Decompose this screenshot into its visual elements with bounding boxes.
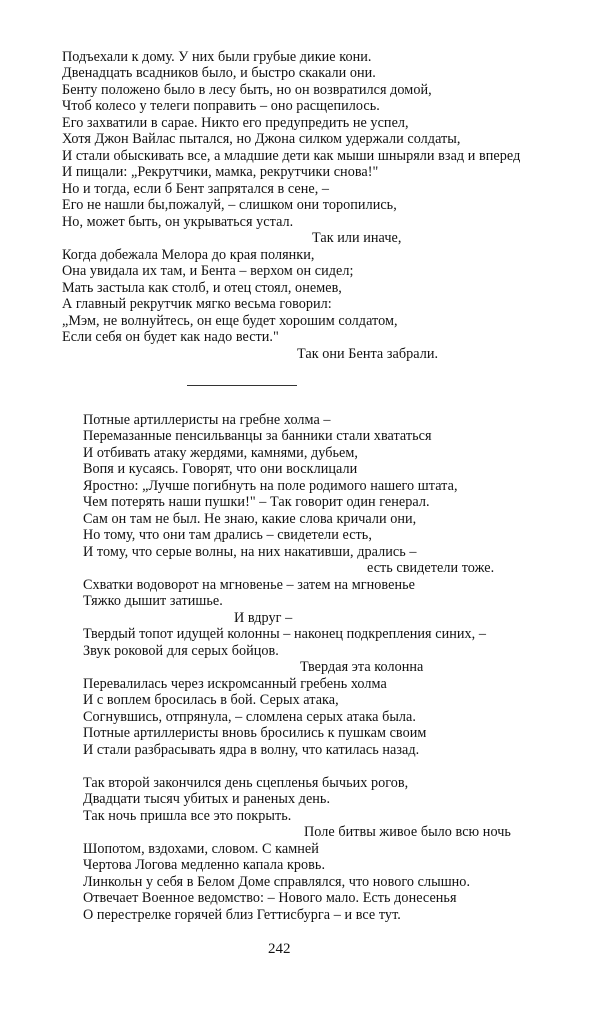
verse-line: Так второй закончился день сцепленья бычьих рогов, xyxy=(83,775,409,791)
verse-line: И отбивать атаку жердями, камнями, дубьем, xyxy=(83,445,358,461)
verse-line: А главный рекрутчик мягко весьма говорил: xyxy=(62,296,332,312)
verse-line: Сам он там не был. Не знаю, какие слова кричали они, xyxy=(83,511,417,527)
verse-line: Его захватили в сарае. Никто его предупредить не успел, xyxy=(62,115,409,131)
verse-line: Так ночь пришла все это покрыть. xyxy=(83,808,292,824)
verse-line: „Мэм, не волнуйтесь, он еще будет хорошим солдатом, xyxy=(62,313,398,329)
verse-line: Подъехали к дому. У них были грубые дикие кони. xyxy=(62,49,372,65)
verse-line: Яростно: „Лучше погибнуть на поле родимого нашего штата, xyxy=(83,478,458,494)
verse-line: Звук роковой для серых бойцов. xyxy=(83,643,279,659)
verse-line: Когда добежала Мелора до края полянки, xyxy=(62,247,315,263)
page-number: 242 xyxy=(268,941,291,957)
section-separator xyxy=(187,385,297,386)
verse-line: Линкольн у себя в Белом Доме справлялся, что нового слышно. xyxy=(83,874,471,890)
verse-line: Перемазанные пенсильванцы за банники стали хвататься xyxy=(83,428,432,444)
verse-line: Чем потерять наши пушки!" – Так говорит один генерал. xyxy=(83,494,430,510)
verse-line: Двадцати тысяч убитых и раненых день. xyxy=(83,791,331,807)
verse-line: Потные артиллеристы вновь бросились к пушкам своим xyxy=(83,725,427,741)
verse-line: Чтоб колесо у телеги поправить – оно расщепилось. xyxy=(62,98,380,114)
verse-line: И с воплем бросилась в бой. Серых атака, xyxy=(83,692,339,708)
verse-line: Схватки водоворот на мгновенье – затем на мгновенье xyxy=(83,577,415,593)
verse-line: Мать застыла как столб, и отец стоял, онемев, xyxy=(62,280,342,296)
verse-line-indented: Твердая эта колонна xyxy=(300,659,424,675)
verse-line: И стали обыскивать все, а младшие дети как мыши шныряли взад и вперед xyxy=(62,148,521,164)
verse-line-indented: Поле битвы живое было всю ночь xyxy=(304,824,511,840)
verse-line: Если себя он будет как надо вести." xyxy=(62,329,279,345)
verse-line: Бенту положено было в лесу быть, но он возвратился домой, xyxy=(62,82,432,98)
verse-line: Двенадцать всадников было, и быстро скакали они. xyxy=(62,65,376,81)
verse-line: Отвечает Военное ведомство: – Нового мало. Есть донесенья xyxy=(83,890,457,906)
verse-line: Потные артиллеристы на гребне холма – xyxy=(83,412,331,428)
verse-line: Шопотом, вздохами, словом. С камней xyxy=(83,841,319,857)
verse-line: Тяжко дышит затишье. xyxy=(83,593,223,609)
verse-line: Но тому, что они там дрались – свидетели есть, xyxy=(83,527,372,543)
verse-line: Вопя и кусаясь. Говорят, что они восклицали xyxy=(83,461,358,477)
verse-line: Перевалилась через искромсанный гребень холма xyxy=(83,676,387,692)
verse-line: И тому, что серые волны, на них накативши, дрались – xyxy=(83,544,417,560)
verse-line: Хотя Джон Вайлас пытался, но Джона силком удержали солдаты, xyxy=(62,131,461,147)
verse-line: Но, может быть, он укрываться устал. xyxy=(62,214,294,230)
verse-line: Его не нашли бы,пожалуй, – слишком они торопились, xyxy=(62,197,397,213)
verse-line: Чертова Логова медленно капала кровь. xyxy=(83,857,326,873)
verse-line: О перестрелке горячей близ Геттисбурга – и все тут. xyxy=(83,907,401,923)
verse-line-indented: Так или иначе, xyxy=(312,230,402,246)
verse-line: Она увидала их там, и Бента – верхом он сидел; xyxy=(62,263,354,279)
verse-line: Согнувшись, отпрянула, – сломлена серых атака была. xyxy=(83,709,417,725)
verse-line-indented: есть свидетели тоже. xyxy=(367,560,495,576)
verse-line: И стали разбрасывать ядра в волну, что катилась назад. xyxy=(83,742,420,758)
verse-line: Твердый топот идущей колонны – наконец подкрепления синих, – xyxy=(83,626,486,642)
verse-line: И пищали: „Рекрутчики, мамка, рекрутчики снова!" xyxy=(62,164,379,180)
verse-line-indented: И вдруг – xyxy=(234,610,293,626)
verse-line: Но и тогда, если б Бент запрятался в сене, – xyxy=(62,181,330,197)
verse-line-indented: Так они Бента забрали. xyxy=(297,346,439,362)
